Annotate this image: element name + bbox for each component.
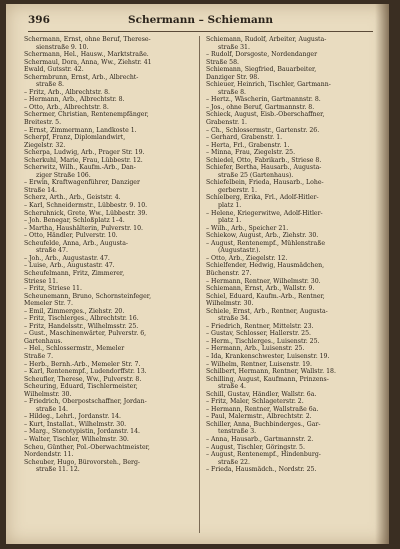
directory-line: – Ida, Krankenschwester, Luisenstr. 19. bbox=[206, 352, 330, 360]
directory-line: Schermbrunn, Ernst, Arb., Albrecht- bbox=[24, 73, 139, 81]
directory-line: Schiemann, Siegfried, Bauarbeiter, bbox=[206, 66, 317, 74]
right-column bbox=[206, 36, 374, 474]
directory-line: – Hermann, Rentner, Wilhelmstr. 30. bbox=[206, 277, 321, 285]
directory-line: Schieuer, Heinrich, Tischler, Gartmann- bbox=[206, 81, 331, 89]
directory-line: straße 31. bbox=[218, 43, 250, 51]
directory-line: – Hermann, Arb., Luisenstr. 25. bbox=[206, 345, 305, 353]
directory-line: Scheufler, Therese, Ww., Pulverstr. 8. bbox=[24, 375, 142, 383]
directory-line: straße 47. bbox=[36, 247, 68, 255]
directory-line: Scheruhnick, Grete, Ww., Lübbestr. 39. bbox=[24, 209, 148, 217]
directory-line: Schilling, August, Kaufmann, Prinzens- bbox=[206, 375, 329, 383]
directory-line: Schilbert, Hermann, Rentner, Wallstr. 18. bbox=[206, 368, 336, 376]
directory-line: – Emil, Zimmerges., Ziehstr. 20. bbox=[24, 307, 125, 315]
directory-line: Scherz, Arth., Arb., Geiststr. 4. bbox=[24, 194, 121, 202]
directory-line: – August, Tischler, Göringstr. 5. bbox=[206, 443, 305, 451]
directory-line: – Herm., Tischlerges., Luisenstr. 25. bbox=[206, 337, 320, 345]
directory-line: straße 11. 12. bbox=[36, 466, 80, 474]
directory-line: – Kurt, Installat., Wilhelmstr. 30. bbox=[24, 420, 127, 428]
directory-line: Schiefer, Bertha, Hausarb., Augusta- bbox=[206, 164, 322, 172]
directory-line: Memeler Str. 7. bbox=[24, 300, 73, 308]
directory-line: – Karl, Rentenempf., Ludendorffstr. 13. bbox=[24, 368, 147, 376]
directory-line: Wilhelmstr. 30. bbox=[206, 300, 254, 308]
directory-line: – Friedrich, Rentner, Mittelstr. 23. bbox=[206, 322, 314, 330]
directory-line: – Herb., Bernh.-Arb., Memeler Str. 7. bbox=[24, 360, 141, 368]
directory-line: straße 4. bbox=[218, 383, 246, 391]
directory-line: – Karl, Schneidermstr., Lübbestr. 9. 10. bbox=[24, 202, 148, 210]
directory-line: straße 22. bbox=[218, 458, 250, 466]
page-header bbox=[28, 14, 373, 28]
directory-line: Scherwitz, Wilh., Kaufm.-Arb., Dan- bbox=[24, 164, 136, 172]
directory-line: – Gust., Maschinenwärter, Pulverstr. 6, bbox=[24, 330, 147, 338]
directory-line: Striese 11. bbox=[24, 277, 58, 285]
directory-line: Schermann, Ernst, ohne Beruf, Therese- bbox=[24, 36, 151, 43]
directory-line: – Walter, Tischler, Wilhelmstr. 30. bbox=[24, 435, 129, 443]
directory-line: Schermer, Christian, Rentenempfänger, bbox=[24, 111, 149, 119]
directory-line: – Wilh., Arb., Speicher 21. bbox=[206, 224, 289, 232]
directory-line: – Fritz, Arb., Albrechtstr. 8. bbox=[24, 88, 110, 96]
directory-line: Gartenhaus. bbox=[24, 337, 63, 345]
directory-line: – Otto, Händler, Pulverstr. 10. bbox=[24, 232, 118, 240]
directory-line: Büchenstr. 27. bbox=[206, 269, 252, 277]
directory-line: Schill, Gustav, Händler, Wallstr. 6a. bbox=[206, 390, 317, 398]
directory-line: Schielfender, Hedwig, Hausmädchen, bbox=[206, 262, 325, 270]
directory-line: platz 1. bbox=[218, 202, 242, 210]
directory-line: Scheufelde, Anna, Arb., Augusta- bbox=[24, 239, 129, 247]
directory-line: Straße 14. bbox=[24, 186, 57, 194]
directory-line: Straße 58. bbox=[206, 58, 239, 66]
directory-line: sienstraße 9. 10. bbox=[36, 43, 89, 51]
directory-line: – Herta, Frl., Grabenstr. 1. bbox=[206, 141, 290, 149]
directory-line: – August, Rentenempf., Hindenburg- bbox=[206, 451, 321, 459]
directory-line: – Joh. Benegar, Schloßplatz 1–4. bbox=[24, 217, 125, 225]
directory-line: – Martha, Haushälterin, Pulverstr. 10. bbox=[24, 224, 143, 232]
directory-line: straße 25 (Gartenhaus). bbox=[218, 171, 294, 179]
header-rule bbox=[28, 31, 373, 32]
directory-line: Schermaul, Dora, Anna, Ww., Ziehstr. 41 bbox=[24, 58, 152, 66]
directory-line: – Joh., Arb., Augustastr. 47. bbox=[24, 254, 110, 262]
directory-line: – Fritz, Tischlerges., Albrechtstr. 16. bbox=[24, 315, 139, 323]
directory-line: – Otto, Arb., Albrechtstr. 8. bbox=[24, 103, 109, 111]
directory-line: – Jos., ohne Beruf, Gartmannstr. 8. bbox=[206, 103, 315, 111]
directory-line: ziger Straße 106. bbox=[36, 171, 91, 179]
directory-line: – Marg., Stenotypistin, Jordanstr. 14. bbox=[24, 428, 140, 436]
directory-line: platz 1. bbox=[218, 217, 242, 225]
column-divider bbox=[199, 36, 200, 533]
directory-line: Danziger Str. 98. bbox=[206, 73, 260, 81]
directory-line: Scheu, Günther, Pol.-Oberwachtmeister, bbox=[24, 443, 150, 451]
directory-line: Nordendstr. 11. bbox=[24, 451, 74, 459]
page-number: 396 bbox=[28, 14, 50, 26]
directory-line: – Minna, Frau, Ziegelstr. 25. bbox=[206, 149, 296, 157]
directory-line: – Erwin, Kraftwagenführer, Danziger bbox=[24, 179, 140, 187]
directory-line: – Hildeg., Lehrl., Jordanstr. 14. bbox=[24, 413, 122, 421]
directory-line: Scheunemann, Bruno, Schornsteinfeger, bbox=[24, 292, 152, 300]
directory-line: straße 14. bbox=[36, 405, 68, 413]
directory-line: Schiller, Anna, Buchbinderges., Gar- bbox=[206, 420, 321, 428]
directory-line: – Frieda, Hausmädch., Nordstr. 25. bbox=[206, 466, 317, 474]
page-spine-shadow bbox=[375, 4, 389, 544]
directory-line: – Rudolf, Dorsgoste, Nordendanger bbox=[206, 51, 318, 59]
directory-line: – Otto, Arb., Ziegelstr. 12. bbox=[206, 254, 288, 262]
directory-line: – Ernst, Zimmermann, Landkoste 1. bbox=[24, 126, 137, 134]
directory-line: – Ch., Schlossermstr., Gartenstr. 26. bbox=[206, 126, 320, 134]
left-column bbox=[24, 36, 192, 474]
directory-line: Schiekow, August, Arb., Ziehstr. 30. bbox=[206, 232, 319, 240]
directory-line: Schiemann, Ernst, Arb., Wallstr. 9. bbox=[206, 285, 315, 293]
directory-line: – Hel., Schlossermstr., Memeler bbox=[24, 345, 125, 353]
directory-line: Scherkuhl, Marie, Frau, Lübbestr. 12. bbox=[24, 156, 143, 164]
directory-line: straße 34. bbox=[218, 315, 250, 323]
directory-line: – Fritz, Handelsstr., Wilhelmsstr. 25. bbox=[24, 322, 139, 330]
directory-line: – Fritz, Striese 11. bbox=[24, 285, 82, 293]
directory-line: Schermann, Hel., Hausw., Marktstraße. bbox=[24, 51, 149, 59]
directory-line: Scherpf, Franz, Diplomlandwirt, bbox=[24, 134, 126, 142]
running-title: Schermann – Schiemann bbox=[127, 14, 274, 26]
directory-line: – August, Rentenempf., Mühlenstraße bbox=[206, 239, 325, 247]
directory-line: Ewald, Gutsstr. 42. bbox=[24, 66, 84, 74]
directory-line: Schiemann, Rudolf, Arbeiter, Augusta- bbox=[206, 36, 327, 43]
directory-line: Scheufelmann, Fritz, Zimmerer, bbox=[24, 269, 125, 277]
directory-line: Ziegelstr. 32. bbox=[24, 141, 66, 149]
directory-line: (Augustastr.). bbox=[218, 247, 261, 255]
directory-line: Schiefelbein, Frieda, Hausarb., Lohe- bbox=[206, 179, 324, 187]
directory-line: – Wilhelm, Rentner, Luisenstr. 19. bbox=[206, 360, 312, 368]
directory-line: Schielberg, Erika, Frl., Adolf-Hitler- bbox=[206, 194, 319, 202]
directory-line: gerberstr. 1. bbox=[218, 186, 257, 194]
directory-line: Scherpa, Ludwig, Arb., Prager Str. 19. bbox=[24, 149, 145, 157]
directory-line: – Paul, Malermstr., Albrechtstr. 2. bbox=[206, 413, 312, 421]
directory-line: – Gerhard, Grabenstr. 1. bbox=[206, 134, 283, 142]
directory-line: – Luise, Arb., Augustastr. 47. bbox=[24, 262, 115, 270]
directory-line: Scheuber, Hugo, Bürovorsteh., Berg- bbox=[24, 458, 140, 466]
directory-line: Scheuring, Eduard, Tischlermeister, bbox=[24, 383, 138, 391]
directory-line: Schiel, Eduard, Kaufm.-Arb., Rentner, bbox=[206, 292, 325, 300]
directory-line: straße 8. bbox=[36, 81, 64, 89]
directory-line: – Hertz., Wäscherin, Gartmannstr. 8. bbox=[206, 96, 321, 104]
directory-line: Schiedel, Otto, Fabrikarb., Striese 8. bbox=[206, 156, 322, 164]
book-page bbox=[6, 4, 389, 544]
directory-line: – Helene, Kriegerwitwe, Adolf-Hitler- bbox=[206, 209, 323, 217]
directory-line: Grabenstr. 1. bbox=[206, 119, 247, 127]
directory-line: – Hermann, Rentner, Wallstraße 6a. bbox=[206, 405, 319, 413]
directory-line: straße 8. bbox=[218, 88, 246, 96]
directory-line: – Hermann, Arb., Albrechtstr. 8. bbox=[24, 96, 125, 104]
directory-line: Breitestr. 5. bbox=[24, 119, 62, 127]
directory-line: – Gustav, Schlosser, Hallerstr. 25. bbox=[206, 330, 312, 338]
directory-line: Schiele, Ernst, Arb., Rentner, Augusta- bbox=[206, 307, 328, 315]
directory-line: – Friedrich, Oberpostschaffner, Jordan- bbox=[24, 398, 147, 406]
directory-line: Wilhelmstr. 30. bbox=[24, 390, 72, 398]
directory-line: Straße 7. bbox=[24, 352, 54, 360]
directory-line: tenstraße 3. bbox=[218, 428, 257, 436]
directory-line: – Anna, Hausarb., Gartmannstr. 2. bbox=[206, 435, 314, 443]
directory-line: Schieck, August, Eisb.-Oberschaffner, bbox=[206, 111, 325, 119]
directory-line: – Fritz, Maler, Schlageterstr. 2. bbox=[206, 398, 304, 406]
